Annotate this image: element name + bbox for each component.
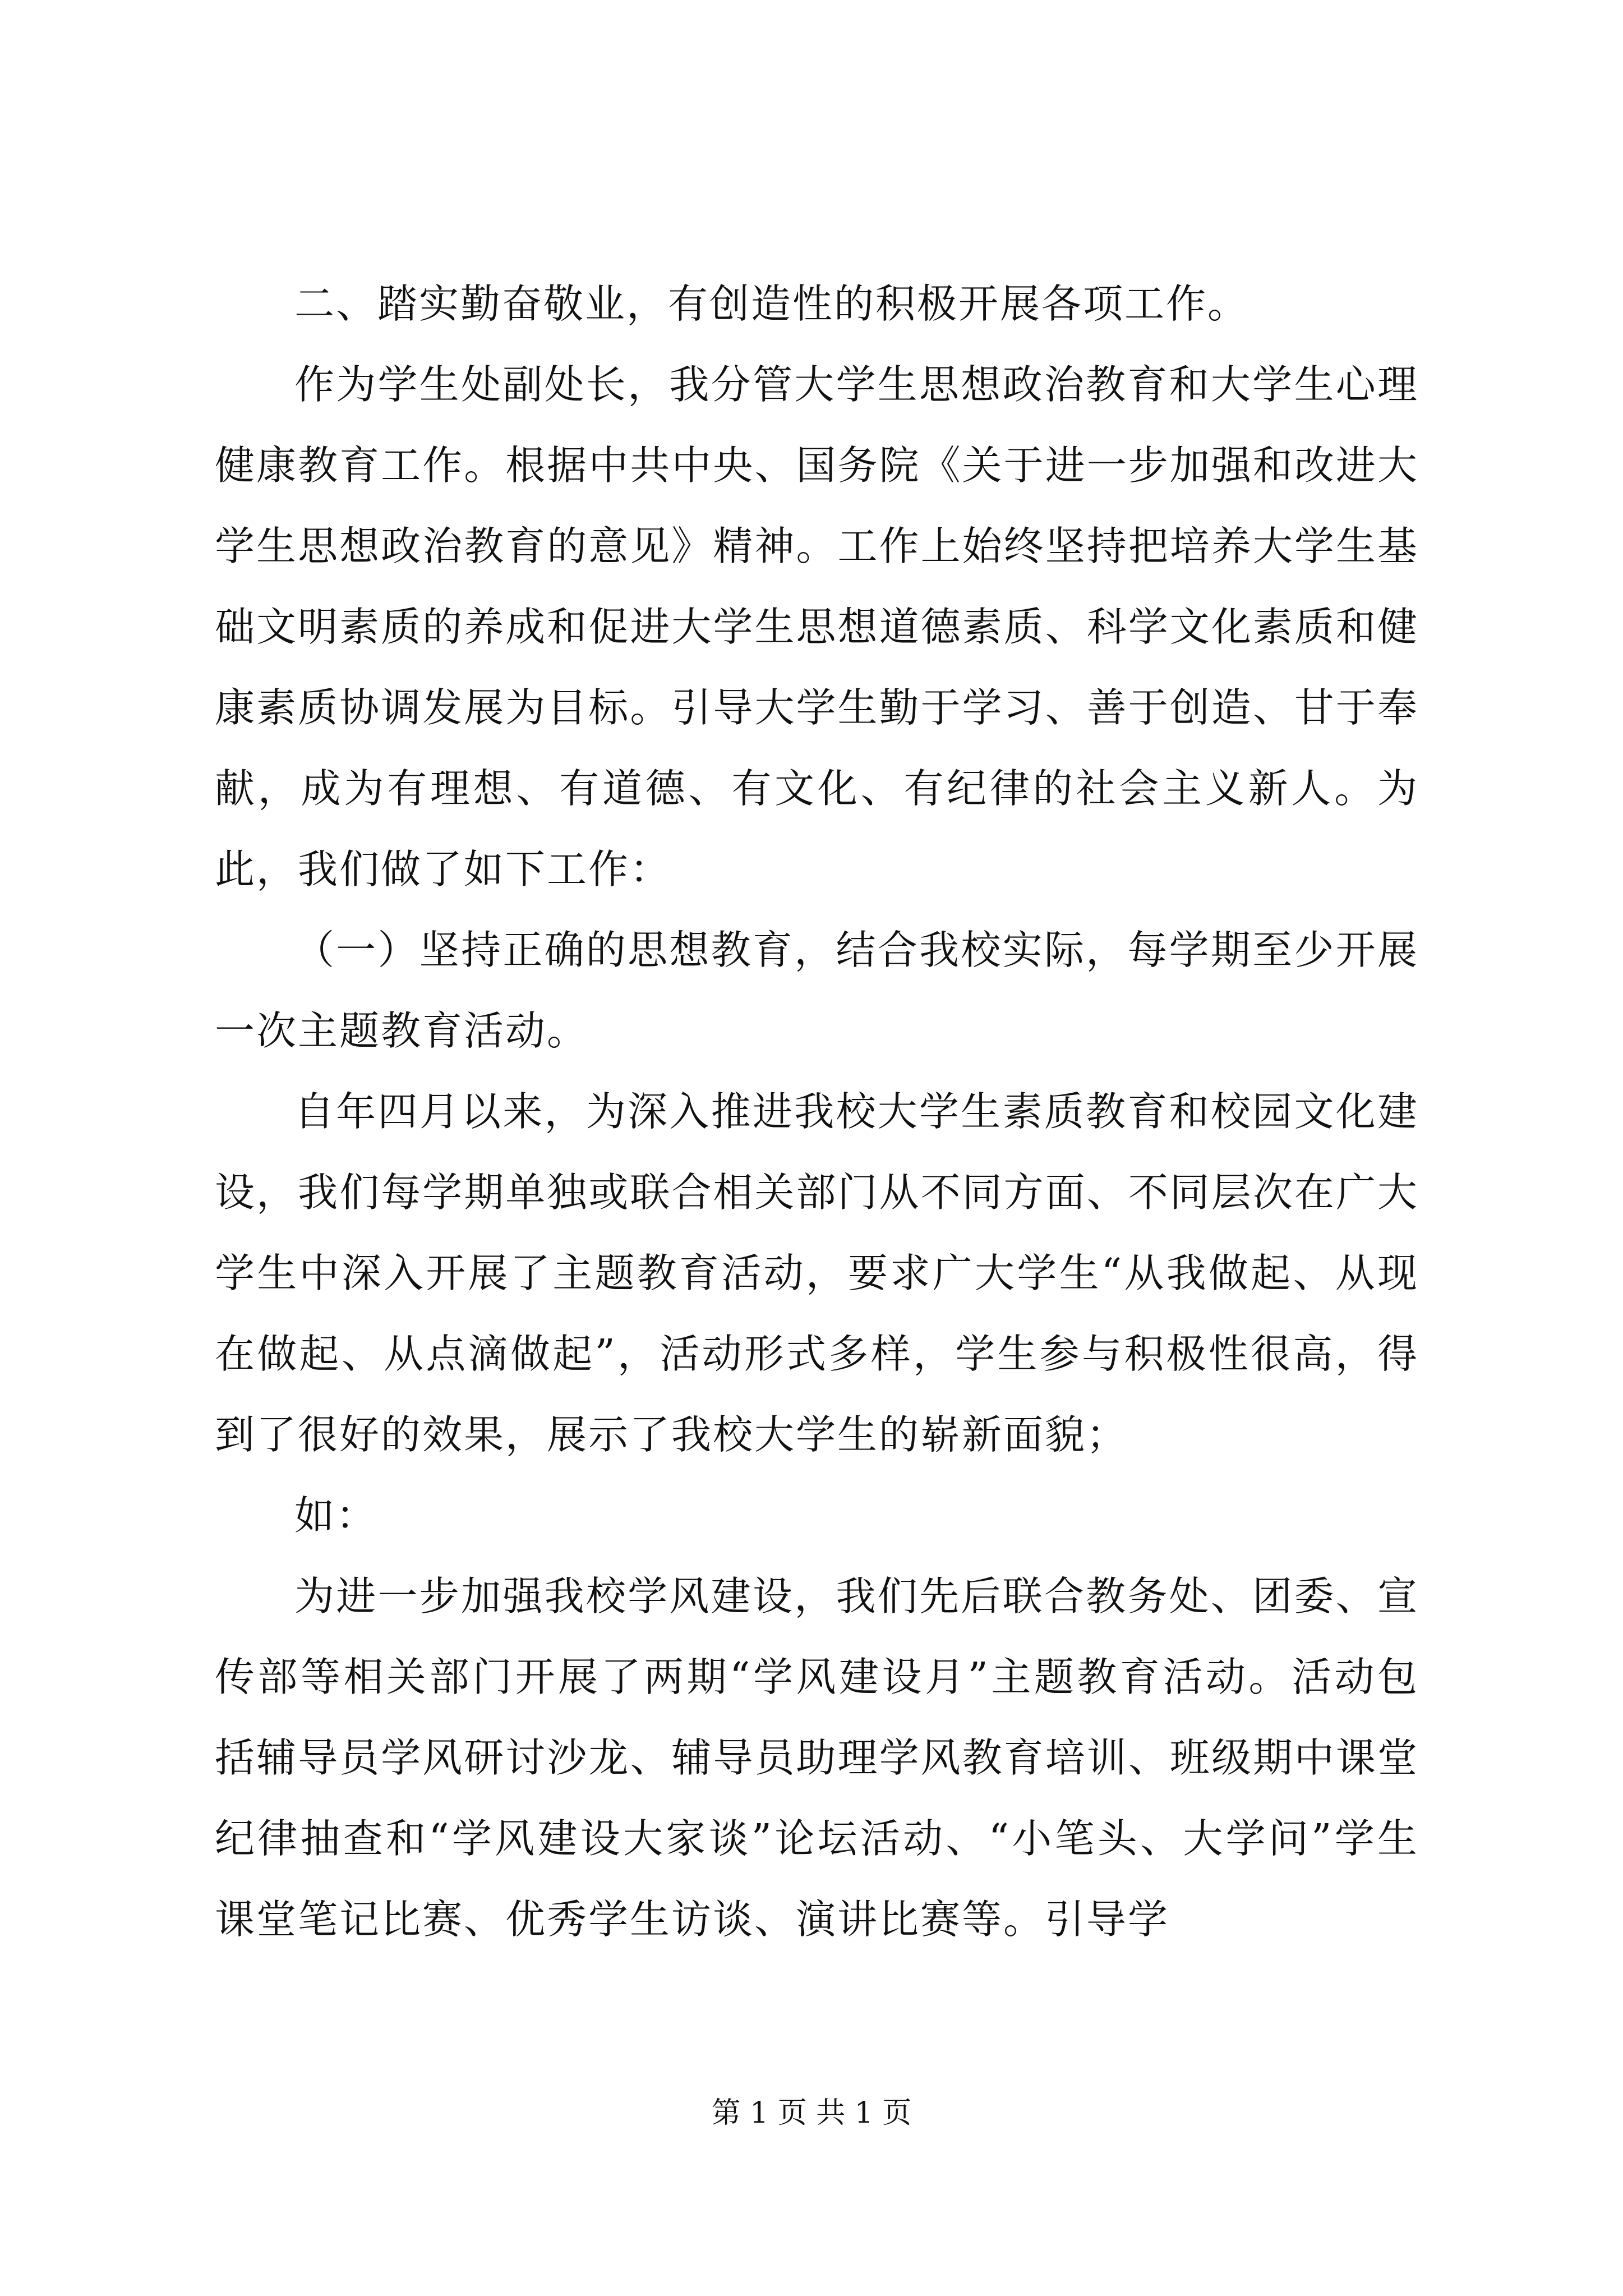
document-body bbox=[215, 264, 1419, 1960]
paragraph-section-heading: 二、踏实勤奋敬业，有创造性的积极开展各项工作。 bbox=[294, 280, 1249, 327]
paragraph-intro: 作为学生处副处长，我分管大学生思想政治教育和大学生心理健康教育工作。根据中共中央、国务院《关于进一步加强和改进大学生思想政治教育的意见》精神。工作上始终坚持把培养大学生基础文明素质的养成和促进大学生思想道德素质、科学文化素质和健康素质协调发展为目标。引导大学生勤于学习、善于创造、甘于奉献，成为有理想、有道德、有文化、有纪律的社会主义新人。为此，我们做了如下工作： bbox=[215, 361, 1419, 892]
paragraph-subheading: （一）坚持正确的思想教育，结合我校实际，每学期至少开展一次主题教育活动。 bbox=[215, 927, 1419, 1054]
paragraph-example-label: 如： bbox=[294, 1492, 378, 1539]
paragraph-study-style: 为进一步加强我校学风建设，我们先后联合教务处、团委、宣传部等相关部门开展了两期“学风建设月”主题教育活动。活动包括辅导员学风研讨沙龙、辅导员助理学风教育培训、班级期中课堂纪律抽查和“学风建设大家谈”论坛活动、“小笔头、大学问”学生课堂笔记比赛、优秀学生访谈、演讲比赛等。引导学 bbox=[215, 1573, 1419, 1943]
paragraph-activities: 自年四月以来，为深入推进我校大学生素质教育和校园文化建设，我们每学期单独或联合相关部门从不同方面、不同层次在广大学生中深入开展了主题教育活动，要求广大学生“从我做起、从现在做起、从点滴做起”，活动形式多样，学生参与积极性很高，得到了很好的效果，展示了我校大学生的崭新面貌； bbox=[215, 1088, 1419, 1458]
page-footer: 第 1 页 共 1 页 bbox=[711, 2096, 912, 2130]
